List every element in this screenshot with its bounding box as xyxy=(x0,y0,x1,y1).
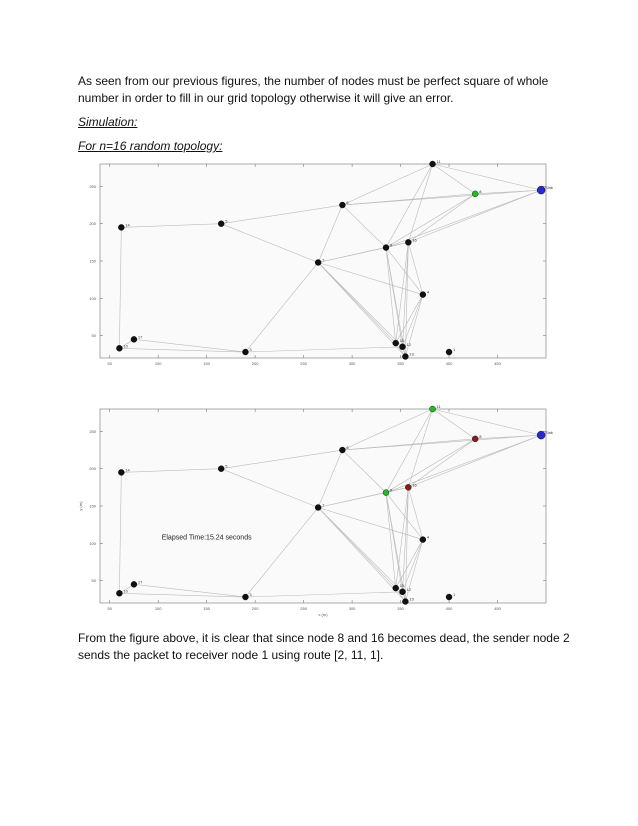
node-label: 14 xyxy=(125,222,130,228)
node-1 xyxy=(446,349,452,355)
node-3 xyxy=(242,349,248,355)
node-7 xyxy=(315,504,321,510)
node-label: 4 xyxy=(426,534,430,540)
node-12 xyxy=(400,344,406,350)
x-tick-label: 150 xyxy=(203,606,210,611)
node-6 xyxy=(339,447,345,453)
intro-paragraph: As seen from our previous figures, the number of nodes must be perfect square of whole number in order to fill in our grid topology otherwise it will give an error. xyxy=(78,74,549,105)
node-11 xyxy=(430,406,436,412)
node-label: 15 xyxy=(399,583,405,589)
x-tick-label: 200 xyxy=(251,361,259,366)
y-tick-label: 200 xyxy=(89,466,96,472)
node-label: 11 xyxy=(436,159,441,164)
x-tick-label: 450 xyxy=(494,361,501,366)
conclusion-paragraph: From the figure above, it is clear that since node 8 and 16 becomes dead, the sender node 2 sends the packet to receiver node 1 using route [2, 11, 1]. xyxy=(78,631,570,662)
node-label: 17 xyxy=(137,579,143,585)
node-label: 7 xyxy=(322,257,325,263)
node-2 xyxy=(537,186,545,194)
x-tick-label: 200 xyxy=(251,606,259,611)
elapsed-time-label: Elapsed Time:15.24 seconds xyxy=(161,534,252,542)
node-7 xyxy=(315,259,321,265)
y-tick-label: 50 xyxy=(91,333,96,339)
node-label: 13 xyxy=(409,596,414,602)
y-tick-label: 100 xyxy=(89,540,96,546)
node-label: 9 xyxy=(390,487,393,493)
node-label: 5 xyxy=(225,463,228,469)
y-tick-label: 200 xyxy=(89,221,96,227)
node-13 xyxy=(402,599,408,605)
x-tick-label: 350 xyxy=(397,361,404,366)
y-tick-label: 250 xyxy=(89,183,96,189)
node-17 xyxy=(131,581,137,587)
node-label: 7 xyxy=(322,502,325,508)
x-axis-label: x (m) xyxy=(318,612,328,617)
node-label: 4 xyxy=(426,289,430,295)
x-tick-label: 350 xyxy=(397,606,404,611)
node-label: 3 xyxy=(249,347,252,353)
node-label: 10 xyxy=(123,343,128,349)
node-label: 1 xyxy=(453,592,456,598)
node-16 xyxy=(405,239,411,245)
node-label: 16 xyxy=(412,482,417,488)
topology-heading: For n=16 random topology: xyxy=(78,139,223,153)
node-8 xyxy=(472,191,478,197)
simulation-heading: Simulation: xyxy=(78,115,138,129)
node-17 xyxy=(131,336,137,342)
x-tick-label: 250 xyxy=(300,606,307,611)
x-tick-label: 100 xyxy=(154,606,162,611)
node-label: 6 xyxy=(346,445,349,451)
node-label: 16 xyxy=(412,237,417,243)
node-14 xyxy=(118,224,124,230)
topology-plot-2 xyxy=(74,404,553,617)
node-label: Sink xyxy=(545,430,553,436)
node-5 xyxy=(218,466,224,472)
x-tick-label: 100 xyxy=(154,361,162,366)
x-tick-label: 450 xyxy=(494,606,501,611)
node-2 xyxy=(537,431,545,439)
node-9 xyxy=(383,245,389,251)
x-tick-label: 300 xyxy=(348,361,356,366)
node-label: 12 xyxy=(406,586,411,592)
node-14 xyxy=(118,469,124,475)
node-label: 11 xyxy=(436,404,441,409)
node-label: 8 xyxy=(479,188,482,194)
y-tick-label: 250 xyxy=(89,428,96,434)
x-tick-label: 50 xyxy=(107,361,112,366)
y-tick-label: 150 xyxy=(89,258,96,264)
node-8 xyxy=(472,436,478,442)
x-tick-label: 50 xyxy=(107,606,112,611)
node-label: 6 xyxy=(346,200,349,206)
node-10 xyxy=(116,345,122,351)
node-label: 10 xyxy=(123,588,128,594)
node-label: 8 xyxy=(479,433,482,439)
topology-figure-2 xyxy=(74,404,553,617)
node-12 xyxy=(400,589,406,595)
node-label: 15 xyxy=(399,338,405,344)
node-label: 14 xyxy=(125,467,130,473)
y-axis-label: y (m) xyxy=(78,501,83,511)
node-11 xyxy=(430,161,436,167)
node-4 xyxy=(420,537,426,543)
node-13 xyxy=(402,354,408,360)
node-label: 5 xyxy=(225,218,228,224)
node-1 xyxy=(446,594,452,600)
node-6 xyxy=(339,202,345,208)
node-label: Sink xyxy=(545,185,553,191)
x-tick-label: 400 xyxy=(445,606,453,611)
node-label: 12 xyxy=(406,341,411,347)
node-label: 13 xyxy=(409,351,414,357)
node-10 xyxy=(116,590,122,596)
x-tick-label: 150 xyxy=(203,361,210,366)
x-tick-label: 300 xyxy=(348,606,356,611)
topology-plot-1 xyxy=(74,159,553,372)
node-4 xyxy=(420,292,426,298)
node-3 xyxy=(242,594,248,600)
node-label: 1 xyxy=(453,347,456,353)
node-9 xyxy=(383,490,389,496)
x-tick-label: 250 xyxy=(300,361,307,366)
node-label: 9 xyxy=(390,242,393,248)
y-tick-label: 150 xyxy=(89,503,96,509)
node-label: 17 xyxy=(137,334,143,340)
node-5 xyxy=(218,221,224,227)
y-tick-label: 100 xyxy=(89,295,96,301)
y-tick-label: 50 xyxy=(91,578,96,584)
node-16 xyxy=(405,484,411,490)
node-15 xyxy=(393,340,399,346)
node-15 xyxy=(393,585,399,591)
x-tick-label: 400 xyxy=(445,361,453,366)
topology-figure-1 xyxy=(74,159,553,372)
node-label: 3 xyxy=(249,592,252,598)
